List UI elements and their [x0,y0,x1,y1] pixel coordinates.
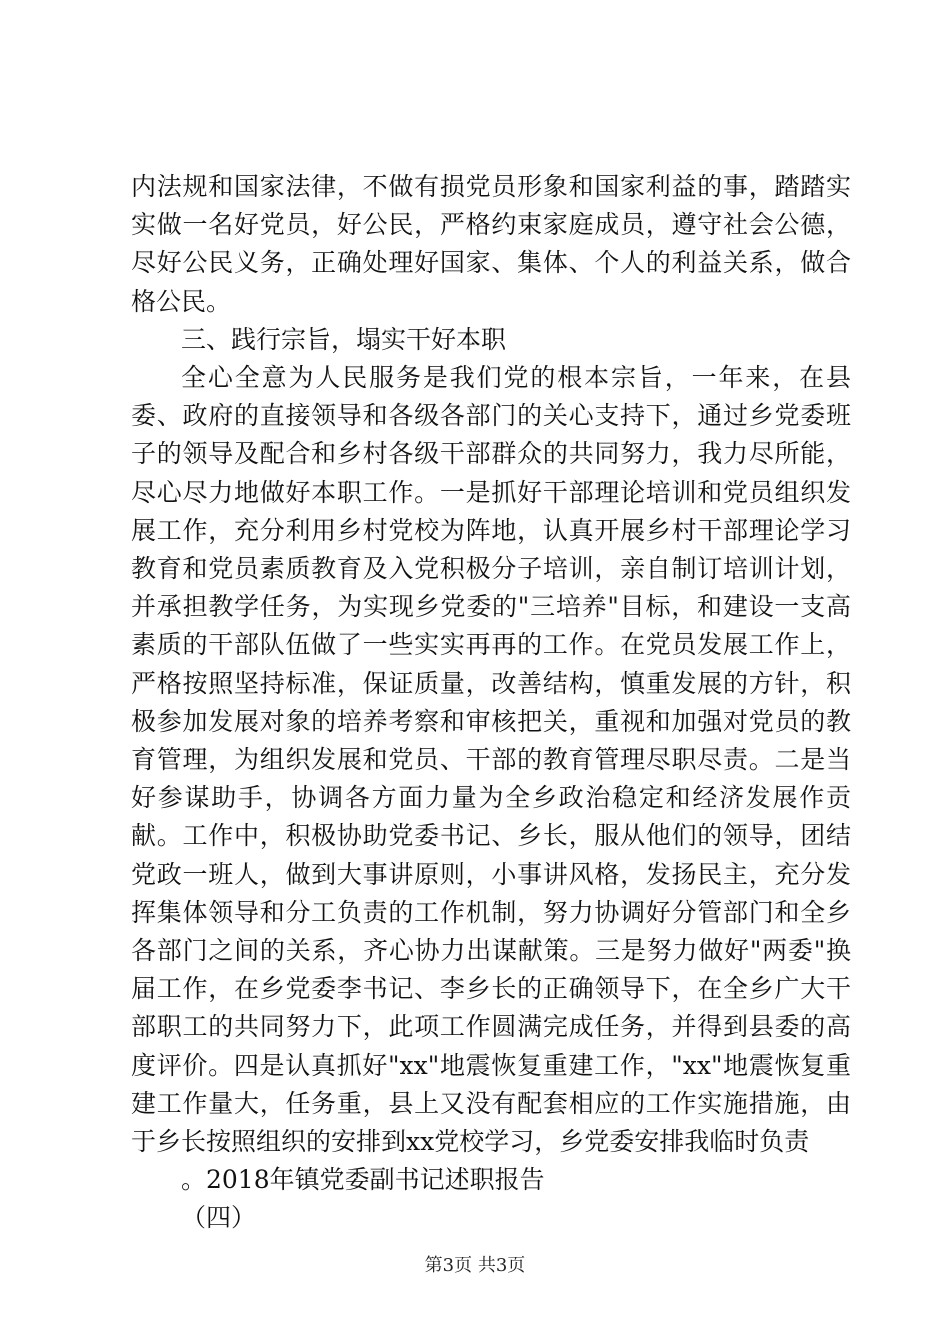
paragraph-continuation: 内法规和国家法律，不做有损党员形象和国家利益的事，踏踏实实做一名好党员，好公民，严格约束家庭成员，遵守社会公德，尽好公民义务，正确处理好国家、集体、个人的利益关系，做合格公民。 [131,172,851,316]
section-number: （四） [181,1203,257,1233]
page-footer: 第3页 共3页 [424,1255,526,1276]
paragraph-main: 全心全意为人民服务是我们党的根本宗旨，一年来，在县委、政府的直接领导和各级各部门的关心支持下，通过乡党委班子的领导及配合和乡村各级干部群众的共同努力，我力尽所能，尽心尽力地做好本职工作。一是抓好干部理论培训和党员组织发展工作，充分利用乡村党校为阵地，认真开展乡村干部理论学习教育和党员素质教育及入党积极分子培训，亲自制订培训计划，并承担教学任务，为实现乡党委的"三培养"目标，和建设一支高素质的干部队伍做了一些实实再再的工作。在党员发展工作上，严格按照坚持标准，保证质量，改善结构，慎重发展的方针，积极参加发展对象的培养考察和审核把关，重视和加强对党员的教育管理，为组织发展和党员、干部的教育管理尽职尽责。二是当好参谋助手，协调各方面力量为全乡政治稳定和经济发展作贡献。工作中，积极协助党委书记、乡长，服从他们的领导，团结党政一班人，做到大事讲原则，小事讲风格，发扬民主，充分发挥集体领导和分工负责的工作机制，努力协调好分管部门和全乡各部门之间的关系，齐心协力出谋献策。三是努力做好"两委"换届工作，在乡党委李书记、李乡长的正确领导下，在全乡广大干部职工的共同努力下，此项工作圆满完成任务，并得到县委的高度评价。四是认真抓好"xx"地震恢复重建工作，"xx"地震恢复重建工作量大，任务重，县上又没有配套相应的工作实施措施，由于乡长按照组织的安排到xx党校学习，乡党委安排我临时负责 [131,363,851,1157]
document-body [131,168,851,1238]
section-heading: 三、践行宗旨，塌实干好本职 [181,324,507,354]
report-title-line: 。2018年镇党委副书记述职报告 [181,1165,545,1195]
